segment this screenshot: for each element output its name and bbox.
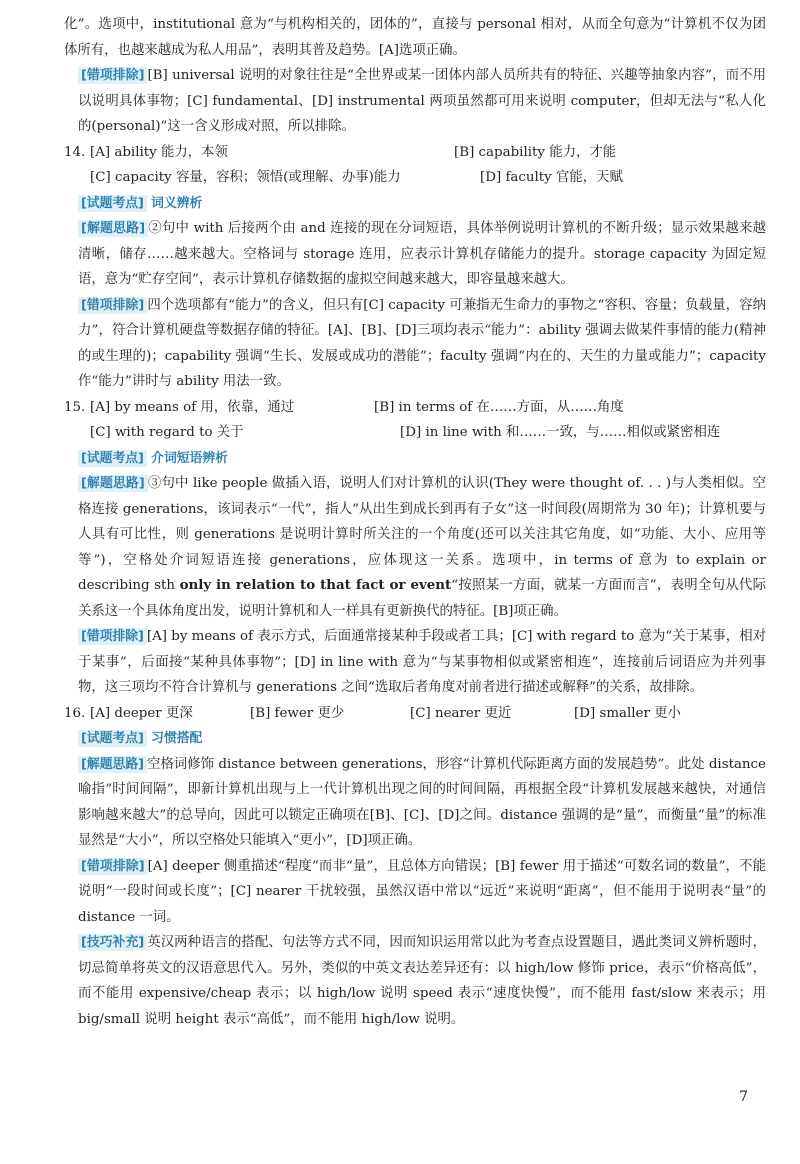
exclusion-13-paragraph xyxy=(64,63,766,140)
question-16-tip-text: 英汉两种语言的搭配、句法等方式不同，因而知识运用常以此为考查点设置题目，遇此类词义辨析题时，切忌简单将英文的汉语意思代入。另外，类似的中英文表达差异还有：以 high/low 修饰 price，表示“价格高低”，而不能用 expensive/cheap 表示；以 high/low 说明 speed 表示“速度快慢”，而不能用 fast/slow 来表示；用 big/small 说明 height 表示“高低”，而不能用 high/low 说明。 xyxy=(78,935,767,1027)
question-16-exclusion xyxy=(64,854,766,931)
tag-exclusion: [错项排除] xyxy=(78,297,147,314)
option-14-c: [C] capacity 容量，容积；领悟(或理解、办事)能力 xyxy=(90,170,401,185)
test-point-value: 词义辨析 xyxy=(151,195,203,211)
question-15-options-row2 xyxy=(64,420,766,446)
option-16-a: [A] deeper 更深 xyxy=(90,705,193,721)
question-16-point xyxy=(64,726,766,752)
question-14-point xyxy=(64,191,766,217)
option-14-d: [D] faculty 官能，天赋 xyxy=(480,170,623,185)
question-16-number: 16. xyxy=(64,705,86,721)
tag-exclusion: [错项排除] xyxy=(78,67,147,84)
option-14-b: [B] capability 能力，才能 xyxy=(454,144,617,160)
option-16-c: [C] nearer 更近 xyxy=(410,705,512,721)
tag-test-point: [试题考点] xyxy=(78,450,147,467)
question-15-idea-text-a: ③句中 like people 做插入语，说明人们对计算机的认识(They were thought of. . . )与人类相似。空格连接 generations，该词表示“一代”，指人“从出生到成长到再有子女”这一时间段(周期常为 30 年)；计算机要与人具有可比性，则 generations 是说明计算时所关注的一个角度(还可以关注其它角度，如“功能、大小、应用等等”)，空格处介词短语连接 generations，应体现这一关系。选项中，in terms of 意为 to explain or describing sth xyxy=(78,476,766,593)
question-14-exclusion xyxy=(64,293,766,395)
option-16-d: [D] smaller 更小 xyxy=(574,705,681,721)
question-16-exclusion-text: [A] deeper 侧重描述“程度”而非“量”，且总体方向错误；[B] fewer 用于描述“可数名词的数量”，不能说明“一段时间或长度”；[C] nearer 干扰较强，虽然汉语中常以“远近”来说明“距离”，但不能用于说明表“量”的 distance 一词。 xyxy=(78,858,767,925)
page-number: 7 xyxy=(739,1089,748,1105)
question-16-idea xyxy=(64,752,766,854)
option-15-a: [A] by means of 用，依靠，通过 xyxy=(90,399,295,415)
question-14-idea xyxy=(64,216,766,293)
tag-test-point: [试题考点] xyxy=(78,730,147,747)
tag-exclusion: [错项排除] xyxy=(78,628,147,645)
tag-solution-idea: [解题思路] xyxy=(78,756,147,773)
tag-solution-idea: [解题思路] xyxy=(78,475,148,492)
question-14-options-row1 xyxy=(64,140,766,166)
question-16-tip xyxy=(64,930,766,1032)
question-15-exclusion-text: [A] by means of 表示方式，后面通常接某种手段或者工具；[C] with regard to 意为“关于某事，相对于某事”，后面接“某种具体事物”；[D] in line with 意为“与某事物相似或紧密相连”，连接前后词语应为并列事物，这三项均不符合计算机与 generations 之间“选取后者角度对前者进行描述或解释”的关系，故排除。 xyxy=(78,629,766,695)
question-16-options xyxy=(64,701,766,727)
question-14-options-row2 xyxy=(64,165,766,191)
question-15-idea-text-b: “按照某一方面，就某一方面而言”，表明全句从代际关系这一个具体角度出发，说明计算机和人一样具有更新换代的特征。[B]项正确。 xyxy=(78,578,766,619)
option-15-c: [C] with regard to 关于 xyxy=(90,425,244,440)
question-16-idea-text: 空格词修饰 distance between generations，形容“计算机代际距离方面的发展趋势”。此处 distance 喻指“时间间隔”，即新计算机出现与上一代计算机出现之间的时间间隔，再根据全段“计算机发展越来越快，对通信影响越来越大”的总导向，因此可以锁定正确项在[B]、[C]、[D]之间。distance 强调的是“量”，而衡量“量”的标准显然是“大小”，所以空格处只能填入“更小”，[D]项正确。 xyxy=(78,756,766,848)
tag-exclusion: [错项排除] xyxy=(78,858,148,875)
question-15-exclusion xyxy=(64,624,766,701)
intro-paragraph: 化”。选项中，institutional 意为“与机构相关的，团体的”，直接与 personal 相对，从而全句意为“计算机不仅为团体所有，也越来越成为私人用品”，表明其普及趋势。[A]选项正确。 xyxy=(64,17,766,58)
question-14-idea-text: ②句中 with 后接两个由 and 连接的现在分词短语，具体举例说明计算机的不断升级；显示效果越来越清晰，储存……越来越大。空格词与 storage 连用，应表示计算机存储能力的提升。storage capacity 为固定短语，意为“贮存空间”，表示计算机存储数据的虚拟空间越来越大，即容量越来越大。 xyxy=(78,221,766,287)
question-15-point xyxy=(64,446,766,472)
exclusion-13-text: [B] universal 说明的对象往往是“全世界或某一团体内部人员所共有的特征、兴趣等抽象内容”，而不用以说明具体事物；[C] fundamental、[D] instrumental 两项虽然都可用来说明 computer，但却无法与“私人化的(personal)”这一含义形成对照，所以排除。 xyxy=(78,68,766,134)
question-14-exclusion-text: 四个选项都有“能力”的含义，但只有[C] capacity 可兼指无生命力的事物之“容积、容量；负载量，容纳力”，符合计算机硬盘等数据存储的特征。[A]、[B]、[D]三项均表示“能力”：ability 强调去做某件事情的能力(精神的或生理的)；capability 强调“生长、发展或成功的潜能”；faculty 强调“内在的、天生的力量或能力”；capacity 作“能力”讲时与 ability 用法一致。 xyxy=(78,297,766,389)
tag-tip-supplement: [技巧补充] xyxy=(78,934,147,951)
question-15-idea-bold: only in relation to that fact or event xyxy=(179,577,452,593)
test-point-value: 习惯搭配 xyxy=(151,731,203,746)
option-15-d: [D] in line with 和……一致，与……相似或紧密相连 xyxy=(400,425,721,440)
option-16-b: [B] fewer 更少 xyxy=(250,705,345,721)
question-15-options-row1 xyxy=(64,395,766,421)
question-15-number: 15. xyxy=(64,399,86,415)
question-15-idea xyxy=(64,471,766,624)
tag-test-point: [试题考点] xyxy=(78,195,147,212)
test-point-value: 介词短语辨析 xyxy=(151,450,228,466)
option-14-a: [A] ability 能力，本领 xyxy=(90,144,228,160)
option-15-b: [B] in terms of 在……方面，从……角度 xyxy=(374,399,624,415)
tag-solution-idea: [解题思路] xyxy=(78,220,148,237)
question-14-number: 14. xyxy=(64,144,86,160)
